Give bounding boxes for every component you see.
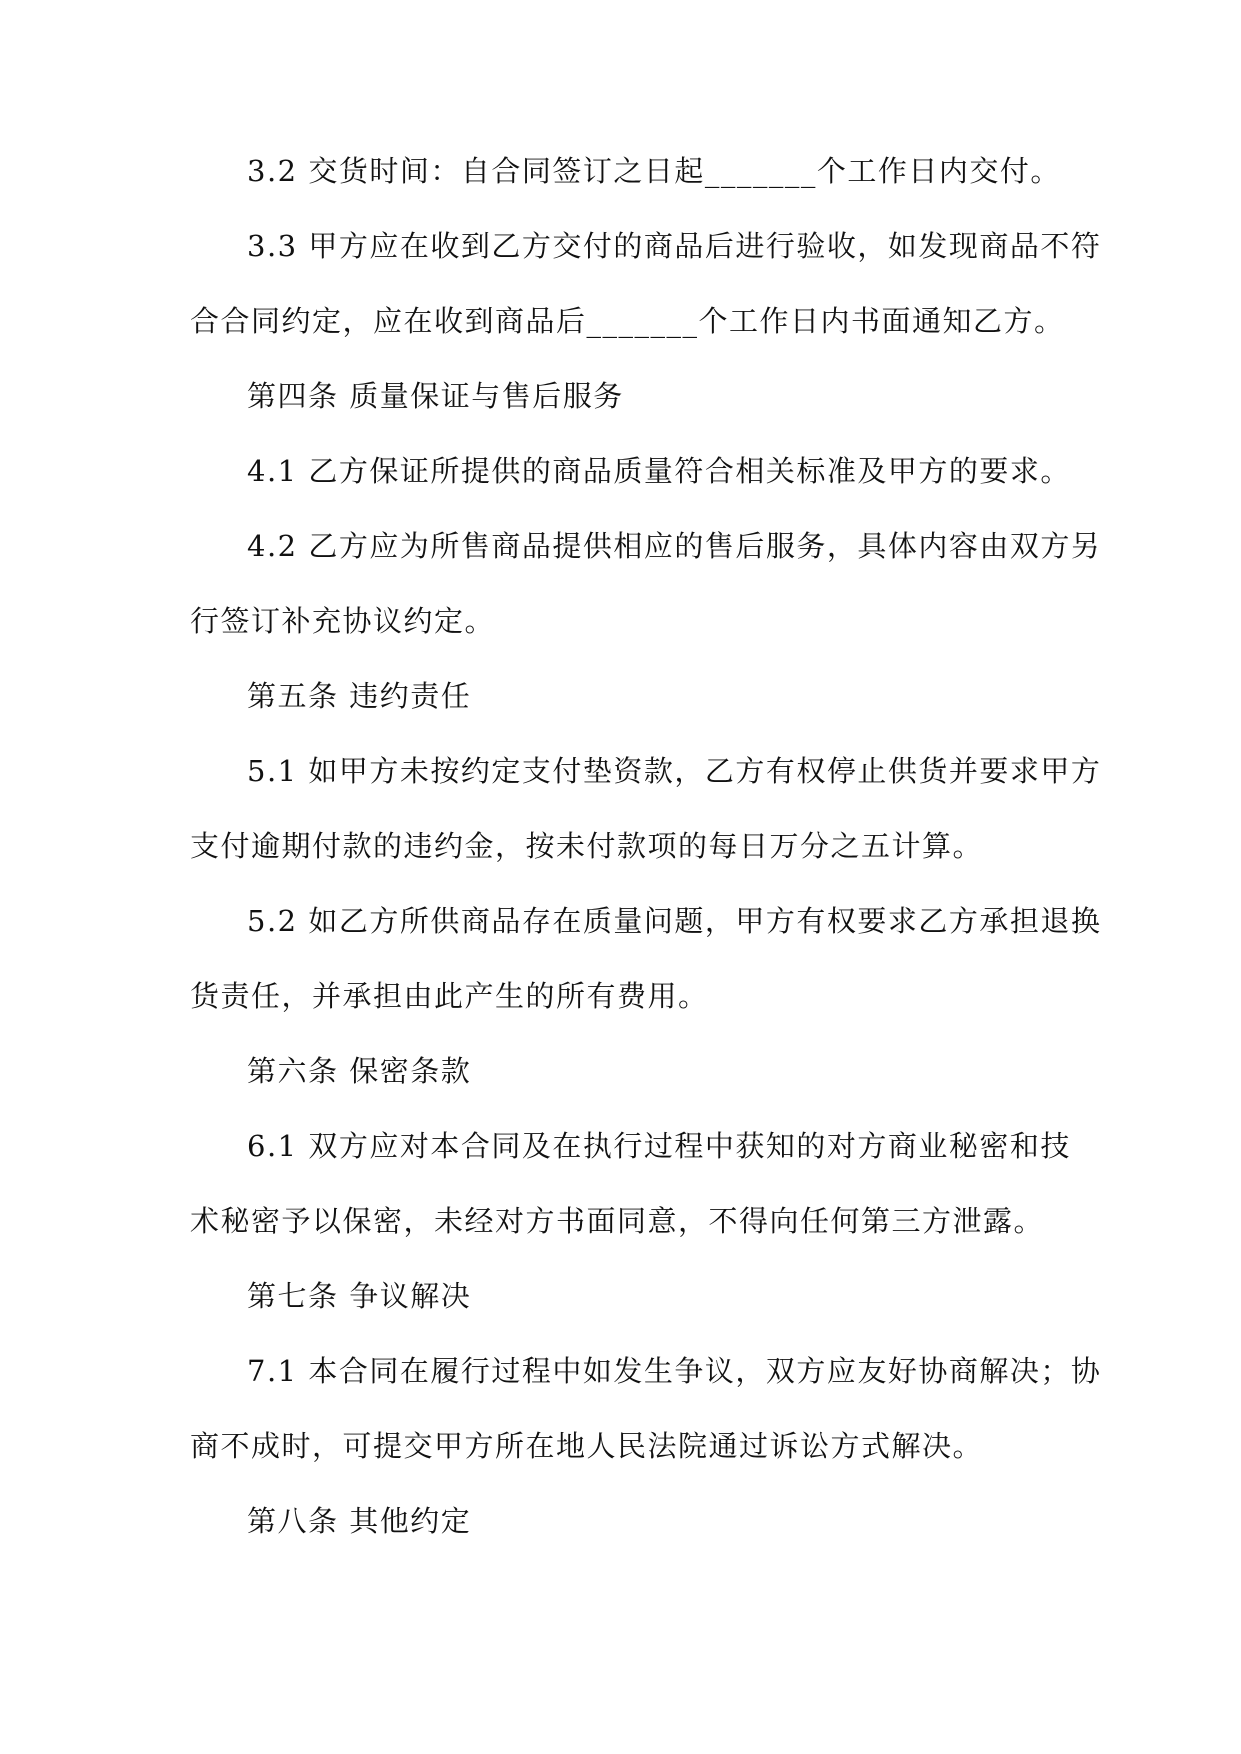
article-4-heading: 第四条 质量保证与售后服务: [247, 379, 624, 413]
article-5-heading: 第五条 违约责任: [247, 679, 472, 713]
clause-7-1-cont: 商不成时，可提交甲方所在地人民法院通过诉讼方式解决。: [190, 1429, 984, 1463]
clause-7-1: 7.1 本合同在履行过程中如发生争议，双方应友好协商解决；协: [247, 1354, 1102, 1388]
clause-4-2-cont: 行签订补充协议约定。: [190, 604, 496, 638]
clause-6-1-cont: 术秘密予以保密，未经对方书面同意，不得向任何第三方泄露。: [190, 1204, 1045, 1238]
clause-5-1: 5.1 如甲方未按约定支付垫资款，乙方有权停止供货并要求甲方: [247, 754, 1102, 788]
clause-6-1: 6.1 双方应对本合同及在执行过程中获知的对方商业秘密和技: [247, 1129, 1071, 1163]
article-6-heading: 第六条 保密条款: [247, 1054, 472, 1088]
article-7-heading: 第七条 争议解决: [247, 1279, 472, 1313]
clause-5-2: 5.2 如乙方所供商品存在质量问题，甲方有权要求乙方承担退换: [247, 904, 1102, 938]
clause-5-1-cont: 支付逾期付款的违约金，按未付款项的每日万分之五计算。: [190, 829, 984, 863]
clause-3-3-cont: 合合同约定，应在收到商品后_______个工作日内书面通知乙方。: [190, 304, 1065, 338]
clause-3-3: 3.3 甲方应在收到乙方交付的商品后进行验收，如发现商品不符: [247, 229, 1102, 263]
clause-4-1: 4.1 乙方保证所提供的商品质量符合相关标准及甲方的要求。: [247, 454, 1071, 488]
article-8-heading: 第八条 其他约定: [247, 1504, 472, 1538]
clause-4-2: 4.2 乙方应为所售商品提供相应的售后服务，具体内容由双方另: [247, 529, 1102, 563]
clause-3-2: 3.2 交货时间：自合同签订之日起_______个工作日内交付。: [247, 154, 1061, 188]
clause-5-2-cont: 货责任，并承担由此产生的所有费用。: [190, 979, 709, 1013]
